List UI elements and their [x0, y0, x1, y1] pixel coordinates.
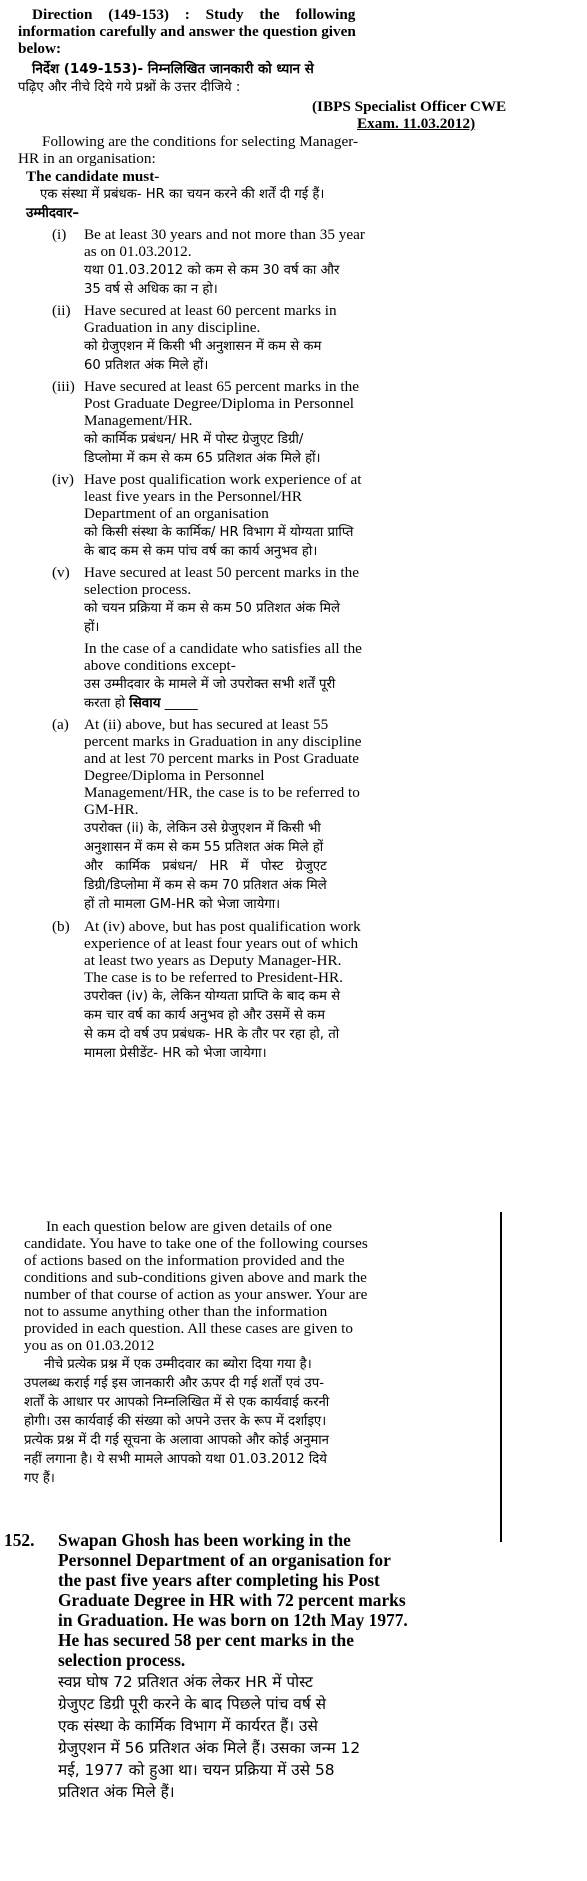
sub-condition-number: (b): [52, 918, 70, 935]
instructions-hindi: होगी। उस कार्यवाई की संख्या को अपने उत्तर के रूप में दर्शाइए।: [24, 1414, 327, 1429]
condition-hindi: 35 वर्ष से अधिक का न हो।: [84, 282, 218, 297]
condition-hindi: को कार्मिक प्रबंधन/ HR में पोस्ट ग्रेजुएट डिग्री/: [84, 432, 304, 447]
candidate-hindi: उम्मीदवार–: [26, 206, 80, 221]
exception-hindi-except: सिवाय: [129, 696, 161, 711]
sub-condition-hindi: कम चार वर्ष का कार्य अनुभव हो और उसमें से कम: [84, 1008, 326, 1023]
condition-hindi: 60 प्रतिशत अंक मिले हों।: [84, 358, 209, 373]
instructions-text: of actions based on the information provided and the: [24, 1252, 345, 1269]
question-hindi: ग्रेजुएट डिग्री पूरी करने के बाद पिछले पांच वर्ष से: [58, 1695, 327, 1713]
condition-hindi: को चयन प्रक्रिया में कम से कम 50 प्रतिशत अंक मिले: [84, 601, 340, 616]
question-text: He has secured 58 per cent marks in the: [58, 1630, 354, 1650]
condition-hindi: को किसी संस्था के कार्मिक/ HR विभाग में योग्यता प्राप्ति: [84, 525, 354, 540]
condition-text: Graduation in any discipline.: [84, 319, 261, 336]
exception-text: above conditions except-: [84, 657, 236, 674]
instructions-text: number of that course of action as your answer. Your are: [24, 1286, 368, 1303]
instructions-text: provided in each question. All these cases are given to: [24, 1320, 353, 1337]
condition-hindi: डिप्लोमा में कम से कम 65 प्रतिशत अंक मिले हों।: [84, 451, 321, 466]
sub-condition-text: At (iv) above, but has post qualification work: [84, 918, 361, 935]
sub-condition-text: The case is to be referred to President-HR.: [84, 969, 343, 986]
condition-number: (iii): [52, 378, 75, 395]
sub-condition-text: Management/HR, the case is to be referred to: [84, 784, 360, 801]
question-hindi: स्वप्न घोष 72 प्रतिशत अंक लेकर HR में पोस्ट: [58, 1673, 313, 1691]
condition-hindi: को ग्रेजुएशन में किसी भी अनुशासन में कम से कम: [84, 339, 322, 354]
condition-text: Department of an organisation: [84, 505, 269, 522]
instructions-rule: [500, 1212, 502, 1542]
condition-number: (v): [52, 564, 70, 581]
instructions-text: candidate. You have to take one of the following courses: [24, 1235, 368, 1252]
condition-hindi: के बाद कम से कम पांच वर्ष का कार्य अनुभव हो।: [84, 544, 318, 559]
intro-hindi: एक संस्था में प्रबंधक- HR का चयन करने की शर्तें दी गई हैं।: [40, 187, 325, 202]
condition-text: Have post qualification work experience of at: [84, 471, 362, 488]
direction-line-2: information carefully and answer the question given: [18, 23, 356, 40]
sub-condition-hindi: हों तो मामला GM-HR को भेजा जायेगा।: [84, 897, 281, 912]
condition-text: Have secured at least 65 percent marks in the: [84, 378, 359, 395]
question-text: Swapan Ghosh has been working in the: [58, 1530, 351, 1550]
exception-hindi-last: [84, 695, 198, 712]
instructions-hindi: गए हैं।: [24, 1471, 55, 1486]
sub-condition-hindi: मामला प्रेसीडेंट- HR को भेजा जायेगा।: [84, 1046, 267, 1061]
condition-number: (iv): [52, 471, 74, 488]
condition-number: (ii): [52, 302, 71, 319]
sub-condition-hindi: से कम दो वर्ष उप प्रबंधक- HR के तौर पर रहा हो, तो: [84, 1027, 340, 1042]
condition-text: Have secured at least 60 percent marks in: [84, 302, 337, 319]
instructions-hindi: प्रत्येक प्रश्न में दी गई सूचना के अलावा आपको और कोई अनुमान: [24, 1433, 330, 1448]
condition-text: Be at least 30 years and not more than 35 year: [84, 226, 365, 243]
sub-condition-text: at least two years as Deputy Manager-HR.: [84, 952, 342, 969]
question-hindi: ग्रेजुएशन में 56 प्रतिशत अंक मिले हैं। उसका जन्म 12: [58, 1739, 361, 1757]
condition-text: Post Graduate Degree/Diploma in Personnel: [84, 395, 354, 412]
direction-hindi-line-2: पढ़िए और नीचे दिये गये प्रश्नों के उत्तर दीजिये :: [18, 80, 241, 95]
sub-condition-text: At (ii) above, but has secured at least 55: [84, 716, 329, 733]
exception-text: In the case of a candidate who satisfies all the: [84, 640, 362, 657]
direction-line-1: Direction (149-153) : Study the following: [32, 6, 356, 23]
condition-text: as on 01.03.2012.: [84, 243, 192, 260]
sub-condition-hindi: अनुशासन में कम से कम 55 प्रतिशत अंक मिले हों: [84, 840, 324, 855]
condition-number: (i): [52, 226, 67, 243]
condition-hindi: हों।: [84, 620, 100, 635]
instructions-text: conditions and sub-conditions given above and mark the: [24, 1269, 367, 1286]
question-text: selection process.: [58, 1650, 186, 1670]
sub-condition-text: GM-HR.: [84, 801, 139, 818]
condition-text: selection process.: [84, 581, 192, 598]
sub-condition-text: experience of at least four years out of which: [84, 935, 359, 952]
sub-condition-number: (a): [52, 716, 69, 733]
source-line-1: (IBPS Specialist Officer CWE: [312, 98, 507, 115]
sub-condition-hindi: डिग्री/डिप्लोमा में कम से कम 70 प्रतिशत अंक मिले: [84, 878, 327, 893]
instructions-hindi: नीचे प्रत्येक प्रश्न में एक उम्मीदवार का ब्योरा दिया गया है।: [44, 1357, 312, 1372]
instructions-text: not to assume anything other than the information: [24, 1303, 328, 1320]
sub-condition-hindi: उपरोक्त (ii) के, लेकिन उसे ग्रेजुएशन में किसी भी: [84, 821, 321, 836]
condition-text: least five years in the Personnel/HR: [84, 488, 303, 505]
direction-hindi-line-1: निर्देश (149-153)- निम्नलिखित जानकारी को ध्यान से: [32, 62, 314, 77]
direction-line-3: below:: [18, 40, 62, 57]
sub-condition-hindi: उपरोक्त (iv) के, लेकिन योग्यता प्राप्ति के बाद कम से: [84, 989, 340, 1004]
question-text: in Graduation. He was born on 12th May 1977.: [58, 1610, 408, 1630]
sub-condition-hindi: और कार्मिक प्रबंधन/ HR में पोस्ट ग्रेजुएट: [84, 859, 327, 874]
intro-line-2: HR in an organisation:: [18, 150, 156, 167]
exception-hindi: उस उम्मीदवार के मामले में जो उपरोक्त सभी शर्तें पूरी: [84, 677, 336, 692]
condition-text: Management/HR.: [84, 412, 193, 429]
candidate-must: The candidate must-: [26, 168, 160, 185]
sub-condition-text: Degree/Diploma in Personnel: [84, 767, 265, 784]
question-text: the past five years after completing his Post: [58, 1570, 380, 1590]
instructions-text: you as on 01.03.2012: [24, 1337, 155, 1354]
instructions-text: In each question below are given details of one: [46, 1218, 332, 1235]
exception-blank: _____: [164, 696, 198, 711]
exception-hindi-text: करता हो: [84, 696, 126, 711]
instructions-hindi: नहीं लगाना है। ये सभी मामले आपको यथा 01.03.2012 दिये: [24, 1452, 327, 1467]
sub-condition-text: percent marks in Graduation in any discipline: [84, 733, 362, 750]
condition-hindi: यथा 01.03.2012 को कम से कम 30 वर्ष का और: [84, 263, 340, 278]
question-hindi: एक संस्था के कार्मिक विभाग में कार्यरत हैं। उसे: [58, 1717, 318, 1735]
question-number: 152.: [4, 1530, 35, 1550]
question-hindi: मई, 1977 को हुआ था। चयन प्रक्रिया में उसे 58: [58, 1761, 335, 1779]
sub-condition-text: and at lest 70 percent marks in Post Graduate: [84, 750, 359, 767]
question-text: Personnel Department of an organisation for: [58, 1550, 391, 1570]
instructions-hindi: उपलब्ध कराई गई इस जानकारी और ऊपर दी गई शर्तों एवं उप-: [24, 1376, 325, 1391]
question-hindi: प्रतिशत अंक मिले हैं।: [58, 1783, 175, 1801]
question-text: Graduate Degree in HR with 72 percent marks: [58, 1590, 406, 1610]
source-line-2: Exam. 11.03.2012): [357, 115, 476, 132]
instructions-hindi: शर्तों के आधार पर आपको निम्नलिखित में से एक कार्यवाई करनी: [24, 1395, 330, 1410]
condition-text: Have secured at least 50 percent marks in the: [84, 564, 359, 581]
intro-line-1: Following are the conditions for selecting Manager-: [42, 133, 359, 150]
